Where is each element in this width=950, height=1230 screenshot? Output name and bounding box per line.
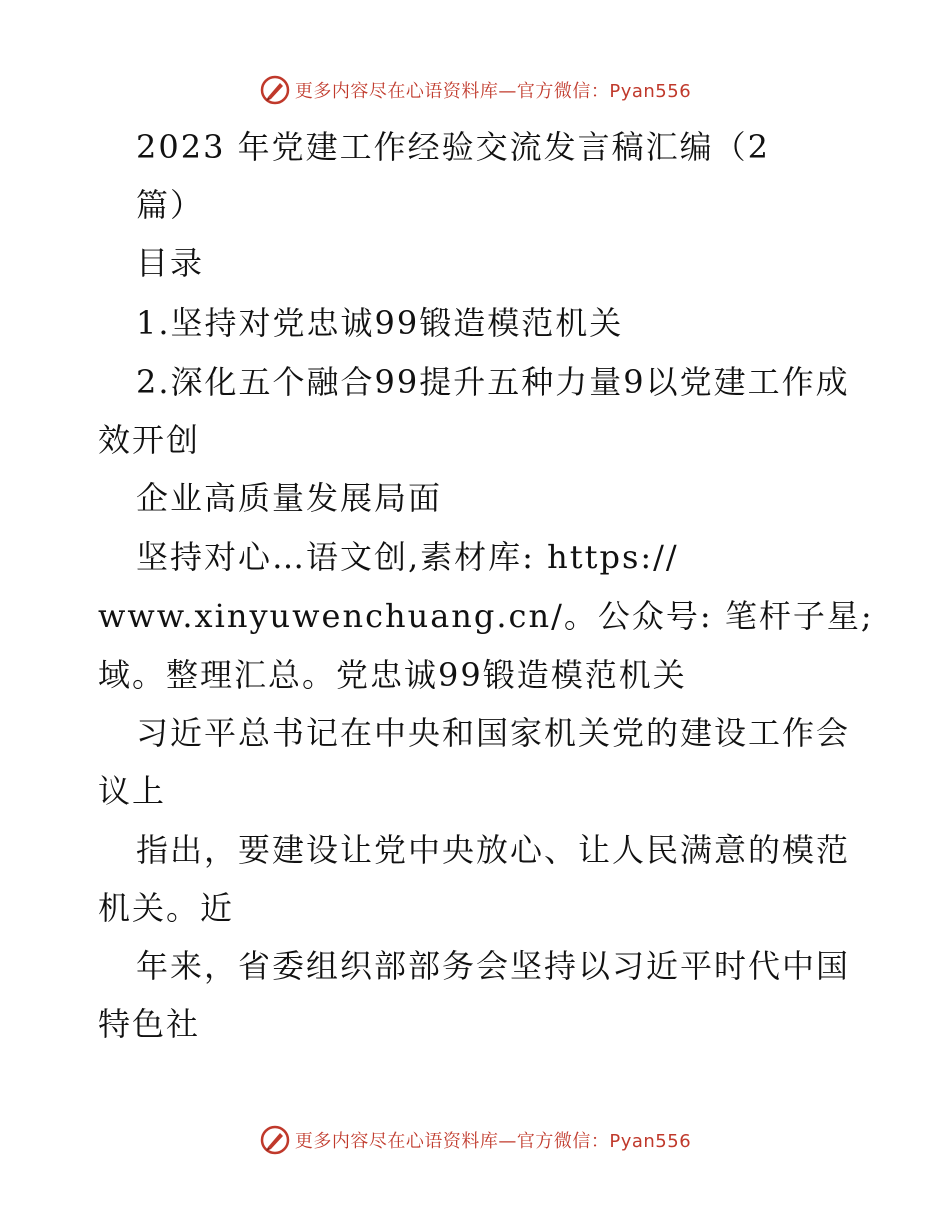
paragraph-4-line2: 特色社 [98, 1005, 201, 1043]
toc-heading: 目录 [136, 244, 205, 282]
paragraph-1-line3: 域。整理汇总。党忠诚99锻造模范机关 [98, 656, 687, 694]
paragraph-1-line1: 坚持对心…语文创,素材库: https:// [136, 538, 679, 576]
pen-logo-icon [259, 74, 291, 106]
paragraph-4-line1: 年来，省委组织部部务会坚持以习近平时代中国 [136, 947, 851, 985]
toc-item-2-line2: 效开创 [98, 421, 201, 459]
paragraph-1-line2: www.xinyuwenchuang.cn/。公众号: 笔杆子星; [98, 597, 874, 635]
toc-item-1: 1.坚持对党忠诚99锻造模范机关 [136, 304, 624, 342]
document-title-line2: 篇） [136, 186, 205, 224]
pen-logo-icon [259, 1124, 291, 1156]
paragraph-3-line1: 指出，要建设让党中央放心、让人民满意的模范 [136, 831, 851, 869]
header-watermark-text: 更多内容尽在心语资料库—官方微信：Pyan556 [294, 81, 692, 102]
paragraph-2-line2: 议上 [98, 772, 167, 810]
paragraph-3-line2: 机关。近 [98, 889, 235, 927]
document-title-line1: 2023 年党建工作经验交流发言稿汇编（2 [136, 128, 770, 166]
toc-item-2-line1: 2.深化五个融合99提升五种力量9以党建工作成 [136, 363, 850, 401]
footer-watermark-banner [0, 1120, 950, 1160]
paragraph-2-line1: 习近平总书记在中央和国家机关党的建设工作会 [136, 714, 851, 752]
header-watermark-banner [0, 70, 950, 110]
toc-item-2-line3: 企业高质量发展局面 [136, 479, 443, 517]
footer-watermark-text: 更多内容尽在心语资料库—官方微信：Pyan556 [294, 1131, 692, 1152]
